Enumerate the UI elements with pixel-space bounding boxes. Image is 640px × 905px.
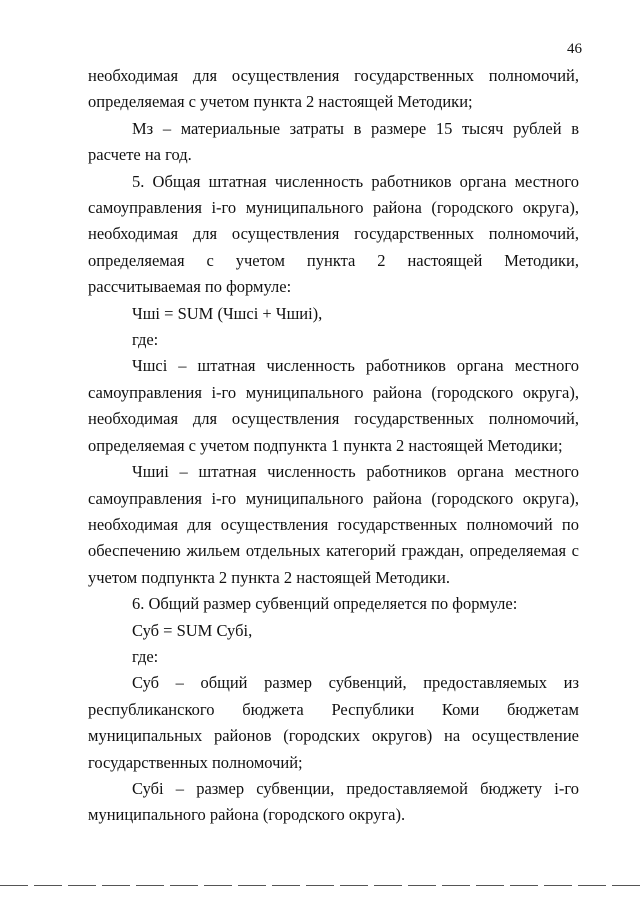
formula-where-label: где: — [132, 330, 159, 350]
formula-staff-total: Чшi = SUM (Чшсi + Чшиi), — [132, 303, 323, 323]
paragraph-section-6: 6. Общий размер субвенций определяется по формуле: — [132, 594, 518, 614]
formula-subventions-total: Суб = SUM Субi, — [132, 620, 253, 640]
footer-divider — [0, 885, 640, 886]
paragraph-def-chshsi: Чшсi – штатная численность работников органа местного самоуправления i-го муниципального района (городского округа), необходимая для осуществления государственных полномочий, определяемая с учетом подпункта 1 пункта 2 настоящей Методики; — [88, 356, 579, 455]
paragraph-def-chshii: Чшиi – штатная численность работников органа местного самоуправления i-го муниципального района (городского округа), необходимая для осуществления государственных полномочий по обеспечению жильем отдельных категорий граждан, определяемая с учетом подпункта 2 пункта 2 настоящей Методики. — [88, 462, 579, 587]
paragraph-section-5: 5. Общая штатная численность работников органа местного самоуправления i-го муниципального района (городского округа), необходимая для осуществления государственных полномочий, определяемая с учетом пункта 2 настоящей Методики, рассчитываемая по формуле: — [88, 171, 579, 297]
paragraph-def-sub: Суб – общий размер субвенций, предоставляемых из республиканского бюджета Республики Коми бюджетам муниципальных районов (городских округов) на осуществление государственных полномочий; — [88, 673, 579, 772]
document-body — [88, 63, 579, 829]
paragraph-def-subi: Субi – размер субвенции, предоставляемой бюджету i-го муниципального района (городского округа). — [88, 778, 579, 825]
page-number: 46 — [567, 41, 582, 57]
formula-where-label-2: где: — [132, 646, 159, 666]
paragraph-material-costs: Мз – материальные затраты в размере 15 тысяч рублей в расчете на год. — [88, 118, 579, 165]
paragraph-continuation: необходимая для осуществления государственных полномочий, определяемая с учетом пункта 2 настоящей Методики; — [88, 66, 579, 112]
